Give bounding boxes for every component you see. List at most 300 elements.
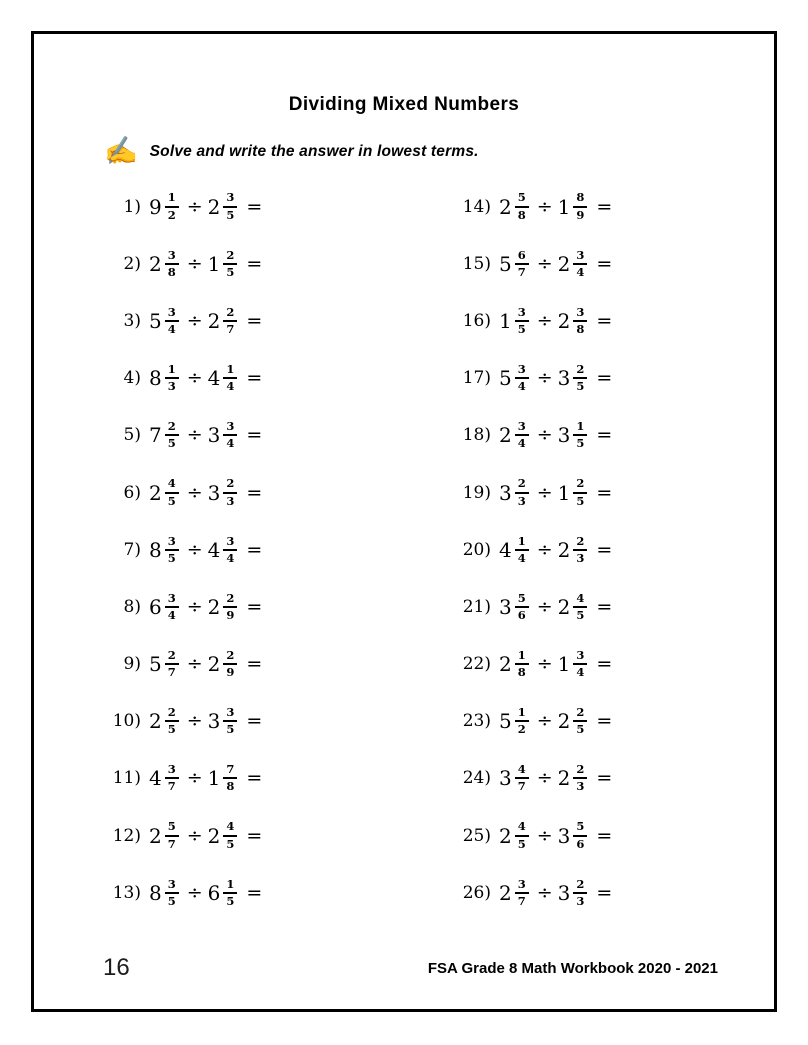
problem-row xyxy=(454,407,804,464)
denominator-1: 5 xyxy=(167,893,176,908)
problem-number: 24) xyxy=(462,768,491,789)
fraction-2 xyxy=(573,420,587,450)
numerator-1: 5 xyxy=(515,191,529,207)
fraction-2 xyxy=(573,649,587,679)
equals-sign: = xyxy=(596,195,613,218)
fraction-2 xyxy=(223,420,237,450)
fraction-1 xyxy=(515,763,529,793)
fraction-2 xyxy=(223,649,237,679)
numerator-1: 3 xyxy=(165,249,179,265)
denominator-1: 2 xyxy=(517,722,526,737)
divide-sign: ÷ xyxy=(536,538,553,561)
fraction-1 xyxy=(165,306,179,336)
problem-number: 19) xyxy=(462,482,491,503)
whole-number-1: 5 xyxy=(499,366,512,391)
equals-sign: = xyxy=(246,767,263,790)
fraction-2 xyxy=(223,477,237,507)
fraction-1 xyxy=(165,820,179,850)
denominator-2: 4 xyxy=(576,665,585,680)
fraction-1 xyxy=(515,306,529,336)
divide-sign: ÷ xyxy=(536,595,553,618)
denominator-1: 7 xyxy=(167,779,176,794)
whole-number-2: 3 xyxy=(557,880,571,905)
whole-number-2: 2 xyxy=(557,537,571,562)
instruction-line xyxy=(102,134,479,168)
whole-number-1: 5 xyxy=(149,308,162,333)
equals-sign: = xyxy=(246,309,263,332)
denominator-1: 4 xyxy=(517,379,526,394)
numerator-2: 1 xyxy=(573,420,587,436)
fraction-2 xyxy=(223,363,237,393)
whole-number-1: 9 xyxy=(149,194,162,219)
fraction-2 xyxy=(573,191,587,221)
problem-row xyxy=(454,693,804,750)
denominator-1: 7 xyxy=(517,264,526,279)
equals-sign: = xyxy=(596,481,613,504)
whole-number-1: 5 xyxy=(499,251,512,276)
problem-number: 2) xyxy=(123,253,141,274)
divide-sign: ÷ xyxy=(536,881,553,904)
problem-number: 3) xyxy=(123,310,141,331)
denominator-1: 7 xyxy=(517,779,526,794)
whole-number-1: 8 xyxy=(149,537,162,562)
problem-row xyxy=(104,292,454,349)
fraction-2 xyxy=(223,706,237,736)
numerator-1: 2 xyxy=(165,420,179,436)
fraction-1 xyxy=(515,249,529,279)
divide-sign: ÷ xyxy=(536,767,553,790)
whole-number-1: 4 xyxy=(499,537,512,562)
divide-sign: ÷ xyxy=(536,367,553,390)
denominator-2: 4 xyxy=(576,264,585,279)
fraction-2 xyxy=(573,878,587,908)
problem-number: 23) xyxy=(462,711,491,732)
problem-row xyxy=(104,807,454,864)
page-number: 16 xyxy=(103,954,130,981)
equals-sign: = xyxy=(596,309,613,332)
numerator-1: 5 xyxy=(515,592,529,608)
divide-sign: ÷ xyxy=(186,653,203,676)
numerator-2: 1 xyxy=(223,878,237,894)
divide-sign: ÷ xyxy=(186,881,203,904)
problem-row xyxy=(104,864,454,921)
numerator-2: 2 xyxy=(573,706,587,722)
whole-number-1: 8 xyxy=(149,366,162,391)
whole-number-1: 2 xyxy=(149,823,162,848)
numerator-1: 4 xyxy=(165,477,179,493)
numerator-2: 2 xyxy=(223,249,237,265)
fraction-1 xyxy=(165,592,179,622)
fraction-1 xyxy=(515,878,529,908)
problem-row xyxy=(454,235,804,292)
numerator-1: 1 xyxy=(515,535,529,551)
equals-sign: = xyxy=(246,710,263,733)
fraction-2 xyxy=(573,820,587,850)
whole-number-2: 1 xyxy=(557,652,571,677)
denominator-2: 5 xyxy=(226,207,235,222)
denominator-1: 5 xyxy=(517,836,526,851)
whole-number-1: 2 xyxy=(499,880,512,905)
numerator-1: 2 xyxy=(165,649,179,665)
numerator-2: 2 xyxy=(223,306,237,322)
whole-number-2: 2 xyxy=(207,594,221,619)
equals-sign: = xyxy=(596,367,613,390)
numerator-1: 3 xyxy=(515,420,529,436)
fraction-2 xyxy=(223,249,237,279)
problem-row xyxy=(454,521,804,578)
whole-number-1: 3 xyxy=(499,766,512,791)
denominator-2: 9 xyxy=(576,207,585,222)
divide-sign: ÷ xyxy=(536,424,553,447)
problem-number: 15) xyxy=(462,253,491,274)
equals-sign: = xyxy=(596,767,613,790)
problem-number: 26) xyxy=(462,882,491,903)
problem-number: 20) xyxy=(462,539,491,560)
numerator-2: 4 xyxy=(573,592,587,608)
numerator-2: 3 xyxy=(223,535,237,551)
fraction-1 xyxy=(515,477,529,507)
fraction-1 xyxy=(515,191,529,221)
whole-number-2: 2 xyxy=(207,652,221,677)
numerator-1: 1 xyxy=(515,706,529,722)
problem-row xyxy=(454,578,804,635)
denominator-1: 3 xyxy=(167,379,176,394)
denominator-1: 5 xyxy=(167,550,176,565)
denominator-1: 4 xyxy=(517,436,526,451)
fraction-2 xyxy=(573,477,587,507)
whole-number-2: 1 xyxy=(207,251,221,276)
equals-sign: = xyxy=(246,653,263,676)
denominator-2: 5 xyxy=(576,607,585,622)
numerator-2: 3 xyxy=(223,191,237,207)
whole-number-2: 4 xyxy=(207,537,221,562)
whole-number-1: 6 xyxy=(149,594,162,619)
denominator-2: 3 xyxy=(576,550,585,565)
fraction-1 xyxy=(165,191,179,221)
problem-row xyxy=(104,235,454,292)
divide-sign: ÷ xyxy=(186,824,203,847)
fraction-1 xyxy=(165,477,179,507)
numerator-1: 3 xyxy=(515,306,529,322)
fraction-1 xyxy=(165,535,179,565)
problem-number: 4) xyxy=(123,368,141,389)
problem-row xyxy=(454,864,804,921)
divide-sign: ÷ xyxy=(186,710,203,733)
whole-number-2: 1 xyxy=(557,480,571,505)
numerator-2: 2 xyxy=(223,649,237,665)
numerator-2: 7 xyxy=(223,763,237,779)
whole-number-1: 2 xyxy=(499,652,512,677)
numerator-1: 2 xyxy=(515,477,529,493)
problem-row xyxy=(104,636,454,693)
equals-sign: = xyxy=(246,367,263,390)
fraction-1 xyxy=(165,363,179,393)
fraction-1 xyxy=(515,820,529,850)
denominator-2: 8 xyxy=(576,321,585,336)
denominator-1: 7 xyxy=(517,893,526,908)
denominator-1: 5 xyxy=(167,722,176,737)
whole-number-2: 2 xyxy=(207,823,221,848)
numerator-1: 3 xyxy=(165,878,179,894)
denominator-1: 6 xyxy=(517,607,526,622)
problem-row xyxy=(104,350,454,407)
problem-number: 25) xyxy=(462,825,491,846)
whole-number-1: 2 xyxy=(149,251,162,276)
denominator-1: 8 xyxy=(167,264,176,279)
whole-number-2: 3 xyxy=(557,423,571,448)
whole-number-1: 3 xyxy=(499,480,512,505)
numerator-2: 2 xyxy=(223,477,237,493)
problem-row xyxy=(104,693,454,750)
problem-number: 21) xyxy=(462,596,491,617)
numerator-2: 2 xyxy=(573,363,587,379)
divide-sign: ÷ xyxy=(536,195,553,218)
problem-number: 12) xyxy=(112,825,141,846)
whole-number-2: 2 xyxy=(557,308,571,333)
equals-sign: = xyxy=(246,424,263,447)
denominator-2: 3 xyxy=(226,493,235,508)
problem-number: 7) xyxy=(123,539,141,560)
divide-sign: ÷ xyxy=(536,309,553,332)
writing-hand-icon: ✍ xyxy=(102,134,139,168)
problem-row xyxy=(104,750,454,807)
problem-number: 11) xyxy=(112,768,141,789)
problem-number: 18) xyxy=(462,425,491,446)
denominator-2: 7 xyxy=(226,321,235,336)
whole-number-1: 5 xyxy=(499,709,512,734)
denominator-2: 3 xyxy=(576,893,585,908)
equals-sign: = xyxy=(246,881,263,904)
numerator-1: 4 xyxy=(515,820,529,836)
numerator-2: 5 xyxy=(573,820,587,836)
denominator-2: 5 xyxy=(576,493,585,508)
problem-row xyxy=(454,750,804,807)
whole-number-2: 2 xyxy=(207,308,221,333)
denominator-1: 5 xyxy=(167,436,176,451)
numerator-2: 3 xyxy=(223,420,237,436)
whole-number-1: 4 xyxy=(149,766,162,791)
equals-sign: = xyxy=(596,538,613,561)
equals-sign: = xyxy=(596,710,613,733)
equals-sign: = xyxy=(246,481,263,504)
whole-number-2: 2 xyxy=(557,594,571,619)
whole-number-1: 2 xyxy=(499,823,512,848)
numerator-2: 2 xyxy=(573,535,587,551)
equals-sign: = xyxy=(246,824,263,847)
numerator-2: 2 xyxy=(223,592,237,608)
numerator-1: 1 xyxy=(515,649,529,665)
equals-sign: = xyxy=(246,595,263,618)
divide-sign: ÷ xyxy=(536,252,553,275)
fraction-2 xyxy=(573,763,587,793)
numerator-2: 3 xyxy=(573,306,587,322)
denominator-1: 5 xyxy=(167,493,176,508)
numerator-2: 1 xyxy=(223,363,237,379)
divide-sign: ÷ xyxy=(186,595,203,618)
divide-sign: ÷ xyxy=(186,538,203,561)
divide-sign: ÷ xyxy=(186,195,203,218)
denominator-1: 8 xyxy=(517,207,526,222)
whole-number-1: 8 xyxy=(149,880,162,905)
whole-number-2: 2 xyxy=(557,766,571,791)
fraction-2 xyxy=(223,820,237,850)
fraction-2 xyxy=(573,363,587,393)
divide-sign: ÷ xyxy=(186,481,203,504)
whole-number-2: 2 xyxy=(207,194,221,219)
whole-number-1: 2 xyxy=(149,480,162,505)
problem-row xyxy=(104,578,454,635)
fraction-2 xyxy=(573,592,587,622)
fraction-1 xyxy=(515,420,529,450)
numerator-1: 1 xyxy=(165,191,179,207)
equals-sign: = xyxy=(596,595,613,618)
problem-number: 6) xyxy=(123,482,141,503)
divide-sign: ÷ xyxy=(536,653,553,676)
whole-number-2: 3 xyxy=(207,709,221,734)
whole-number-1: 7 xyxy=(149,423,162,448)
numerator-1: 3 xyxy=(165,763,179,779)
numerator-2: 2 xyxy=(573,763,587,779)
denominator-1: 7 xyxy=(167,665,176,680)
denominator-1: 2 xyxy=(167,207,176,222)
divide-sign: ÷ xyxy=(186,252,203,275)
equals-sign: = xyxy=(596,653,613,676)
fraction-2 xyxy=(223,191,237,221)
fraction-1 xyxy=(165,249,179,279)
fraction-1 xyxy=(165,763,179,793)
fraction-2 xyxy=(223,306,237,336)
denominator-1: 4 xyxy=(167,607,176,622)
equals-sign: = xyxy=(596,881,613,904)
problem-row xyxy=(104,178,454,235)
numerator-2: 4 xyxy=(223,820,237,836)
whole-number-2: 2 xyxy=(557,709,571,734)
denominator-2: 8 xyxy=(226,779,235,794)
numerator-2: 3 xyxy=(223,706,237,722)
fraction-2 xyxy=(223,878,237,908)
problem-row xyxy=(454,464,804,521)
numerator-1: 6 xyxy=(515,249,529,265)
problem-number: 14) xyxy=(462,196,491,217)
denominator-2: 9 xyxy=(226,607,235,622)
fraction-1 xyxy=(515,592,529,622)
problem-number: 8) xyxy=(123,596,141,617)
numerator-1: 3 xyxy=(515,878,529,894)
numerator-1: 2 xyxy=(165,706,179,722)
problem-number: 9) xyxy=(123,654,141,675)
instruction-text: Solve and write the answer in lowest terms. xyxy=(149,142,479,160)
problem-number: 13) xyxy=(112,882,141,903)
numerator-1: 1 xyxy=(165,363,179,379)
denominator-2: 5 xyxy=(576,436,585,451)
divide-sign: ÷ xyxy=(186,367,203,390)
problem-number: 16) xyxy=(462,310,491,331)
denominator-2: 3 xyxy=(576,779,585,794)
denominator-2: 5 xyxy=(226,722,235,737)
whole-number-1: 1 xyxy=(499,308,512,333)
denominator-1: 4 xyxy=(517,550,526,565)
divide-sign: ÷ xyxy=(186,767,203,790)
whole-number-2: 6 xyxy=(207,880,221,905)
problem-number: 1) xyxy=(123,196,141,217)
fraction-1 xyxy=(515,363,529,393)
denominator-1: 8 xyxy=(517,665,526,680)
problem-number: 5) xyxy=(123,425,141,446)
fraction-1 xyxy=(515,535,529,565)
denominator-2: 4 xyxy=(226,436,235,451)
equals-sign: = xyxy=(596,824,613,847)
whole-number-1: 3 xyxy=(499,594,512,619)
denominator-2: 5 xyxy=(226,836,235,851)
fraction-2 xyxy=(223,535,237,565)
numerator-2: 2 xyxy=(573,878,587,894)
fraction-1 xyxy=(165,649,179,679)
problem-row xyxy=(104,464,454,521)
fraction-2 xyxy=(573,706,587,736)
problem-row xyxy=(454,178,804,235)
whole-number-2: 3 xyxy=(207,480,221,505)
denominator-2: 4 xyxy=(226,550,235,565)
denominator-2: 5 xyxy=(226,264,235,279)
problems-grid xyxy=(104,178,804,921)
denominator-2: 5 xyxy=(576,722,585,737)
whole-number-1: 5 xyxy=(149,652,162,677)
fraction-1 xyxy=(165,420,179,450)
denominator-2: 5 xyxy=(576,379,585,394)
divide-sign: ÷ xyxy=(536,710,553,733)
whole-number-2: 4 xyxy=(207,366,221,391)
denominator-1: 4 xyxy=(167,321,176,336)
fraction-2 xyxy=(223,763,237,793)
fraction-1 xyxy=(165,706,179,736)
fraction-2 xyxy=(223,592,237,622)
equals-sign: = xyxy=(596,424,613,447)
problem-row xyxy=(454,807,804,864)
divide-sign: ÷ xyxy=(536,824,553,847)
whole-number-2: 1 xyxy=(557,194,571,219)
divide-sign: ÷ xyxy=(186,424,203,447)
equals-sign: = xyxy=(246,195,263,218)
numerator-2: 3 xyxy=(573,649,587,665)
fraction-2 xyxy=(573,249,587,279)
workbook-footer: FSA Grade 8 Math Workbook 2020 - 2021 xyxy=(427,960,718,977)
numerator-1: 3 xyxy=(165,306,179,322)
problem-row xyxy=(104,407,454,464)
problem-row xyxy=(454,292,804,349)
numerator-2: 8 xyxy=(573,191,587,207)
whole-number-2: 3 xyxy=(207,423,221,448)
whole-number-2: 2 xyxy=(557,251,571,276)
fraction-1 xyxy=(515,706,529,736)
problem-number: 10) xyxy=(112,711,141,732)
denominator-2: 9 xyxy=(226,665,235,680)
numerator-2: 2 xyxy=(573,477,587,493)
problem-row xyxy=(104,521,454,578)
denominator-1: 3 xyxy=(517,493,526,508)
whole-number-2: 3 xyxy=(557,823,571,848)
whole-number-1: 2 xyxy=(149,709,162,734)
fraction-1 xyxy=(165,878,179,908)
equals-sign: = xyxy=(596,252,613,275)
problem-row xyxy=(454,636,804,693)
denominator-2: 5 xyxy=(226,893,235,908)
whole-number-1: 2 xyxy=(499,194,512,219)
numerator-1: 3 xyxy=(165,535,179,551)
page-title: Dividing Mixed Numbers xyxy=(288,94,520,115)
whole-number-2: 3 xyxy=(557,366,571,391)
whole-number-2: 1 xyxy=(207,766,221,791)
fraction-2 xyxy=(573,535,587,565)
